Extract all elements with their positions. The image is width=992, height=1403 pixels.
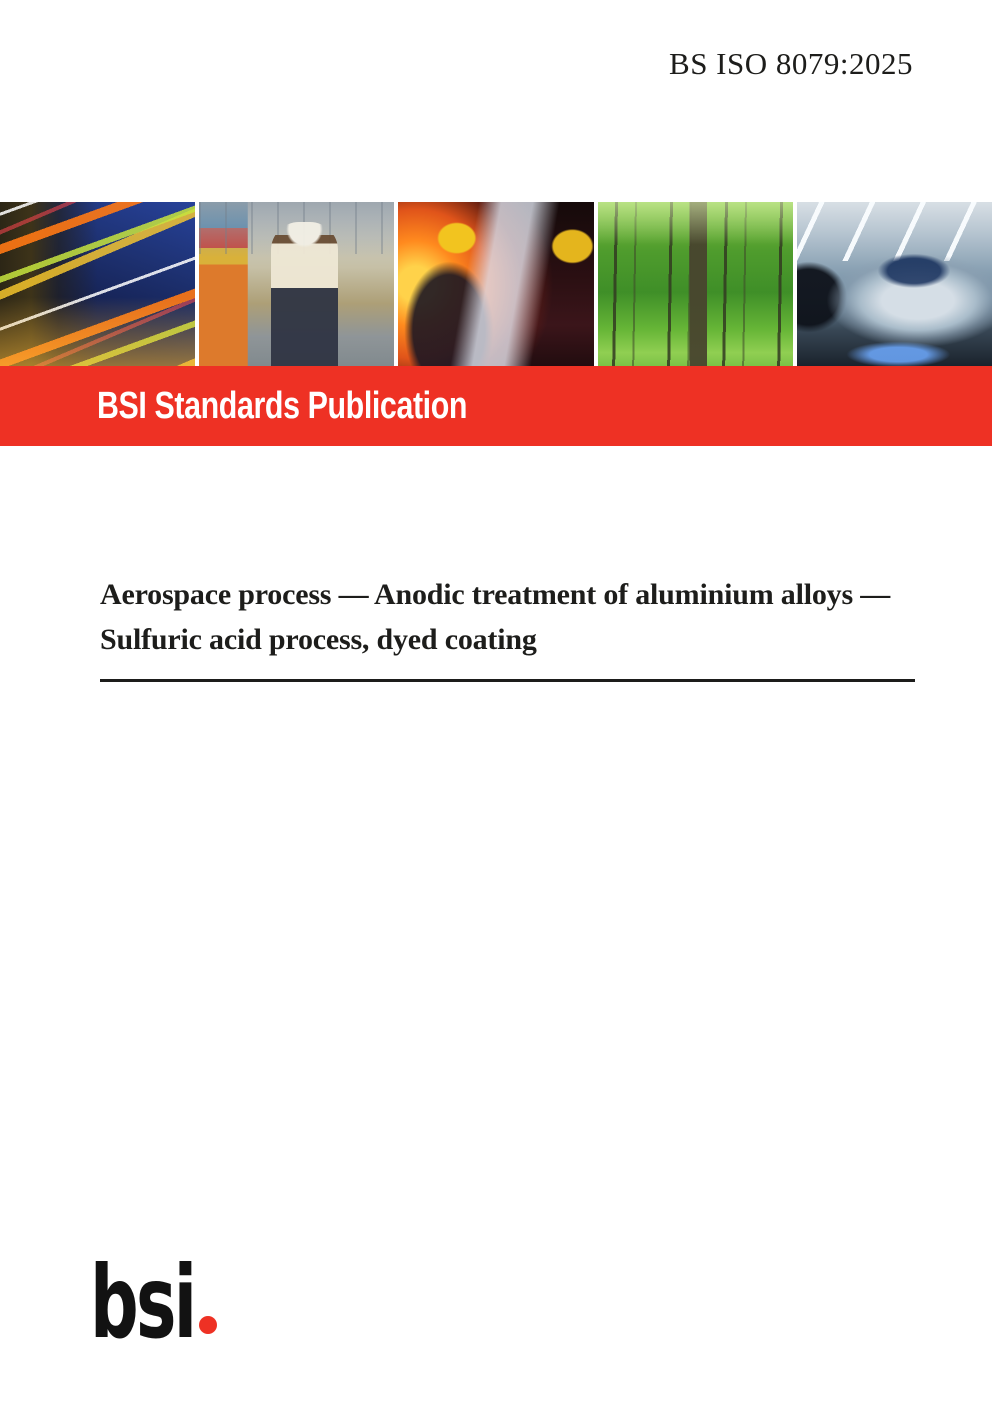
standard-title: Aerospace process — Anodic treatment of aluminium alloys — Sulfuric acid process, dyed coating (100, 578, 891, 656)
photo-night-traffic-light-trails (0, 202, 195, 366)
photo-forest (598, 202, 793, 366)
photo-warehouse-worker (199, 202, 394, 366)
photo-banner (0, 202, 992, 366)
photo-car-assembly-line (797, 202, 992, 366)
bsi-logo-text: bsi (90, 1244, 195, 1361)
publication-type-label: BSI Standards Publication (97, 385, 468, 427)
photo-firefighters (398, 202, 593, 366)
document-number: BS ISO 8079:2025 (669, 46, 913, 81)
title-underline-rule (100, 679, 915, 682)
bsi-logo-red-dot-icon (199, 1316, 217, 1334)
red-banner (0, 366, 992, 446)
bsi-logo (90, 1244, 243, 1361)
